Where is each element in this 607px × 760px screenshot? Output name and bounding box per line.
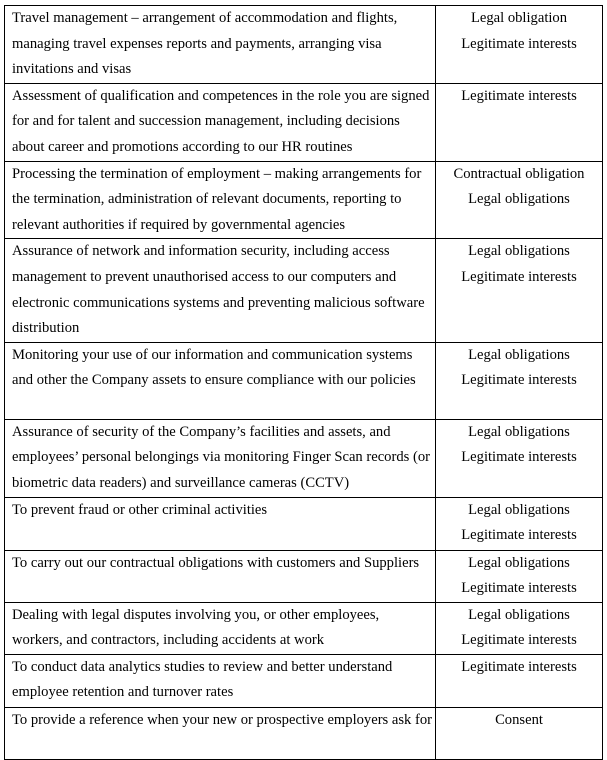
- legal-basis-item: Legal obligation: [470, 10, 568, 26]
- purpose-cell: Dealing with legal disputes involving you, or other employees, workers, and contractors, including accidents at work: [5, 602, 436, 654]
- legal-basis-item: Legal obligations: [468, 243, 570, 260]
- legal-basis-cell: [436, 161, 603, 239]
- table-row: [5, 707, 603, 759]
- purpose-cell: Processing the termination of employment – making arrangements for the termination, administration of relevant documents, reporting to relevant authorities if required by governmental agencies: [5, 161, 436, 239]
- table-row: [5, 342, 603, 419]
- purpose-cell: To provide a reference when your new or prospective employers ask for: [5, 707, 436, 759]
- legal-basis-cell: [436, 707, 603, 759]
- table-row: [5, 239, 603, 342]
- legal-basis-item: Legal obligations: [468, 606, 570, 623]
- legal-basis-item: Legal obligations: [468, 423, 570, 440]
- legal-basis-item: Consent: [495, 711, 543, 728]
- legal-basis-item: Legitimate interests: [461, 527, 577, 544]
- purpose-cell: To conduct data analytics studies to review and better understand employee retention and turnover rates: [5, 654, 436, 707]
- purpose-cell: To prevent fraud or other criminal activities: [5, 497, 436, 550]
- legal-basis-item: Legitimate interests: [461, 580, 577, 597]
- table-row: [5, 419, 603, 497]
- table-row: [5, 654, 603, 707]
- legal-basis-item: Legal obligations: [468, 191, 570, 208]
- legal-basis-item: Legitimate interests: [461, 87, 577, 104]
- legal-basis-cell: [436, 239, 603, 342]
- legal-basis-item: Legitimate interests: [461, 658, 577, 675]
- legal-basis-cell: [436, 6, 603, 84]
- processing-purposes-table: [4, 5, 603, 760]
- legal-basis-cell: [436, 602, 603, 654]
- legal-basis-item: Legal obligations: [468, 501, 570, 518]
- purpose-cell: Assessment of qualification and competences in the role you are signed for and for talent and succession management, including decisions about career and promotions according to our HR routines: [5, 83, 436, 161]
- table-row: [5, 602, 603, 654]
- table-row: [5, 6, 603, 84]
- legal-basis-item: Legitimate interests: [461, 632, 577, 649]
- purpose-cell: Monitoring your use of our information and communication systems and other the Company assets to ensure compliance with our policies: [5, 342, 436, 419]
- table-row: [5, 497, 603, 550]
- purpose-cell: Assurance of security of the Company’s facilities and assets, and employees’ personal belongings via monitoring Finger Scan records (or biometric data readers) and surveillance cameras (CCTV): [5, 419, 436, 497]
- legal-basis-item: Legitimate interests: [461, 372, 577, 389]
- legal-basis-item: Legitimate interests: [461, 35, 577, 52]
- purpose-cell: To carry out our contractual obligations with customers and Suppliers: [5, 550, 436, 602]
- table-row: [5, 83, 603, 161]
- legal-basis-cell: [436, 497, 603, 550]
- purpose-cell: Travel management – arrangement of accommodation and flights, managing travel expenses reports and payments, arranging visa invitations and visas: [5, 6, 436, 84]
- legal-basis-cell: [436, 342, 603, 419]
- legal-basis-item: Legal obligations: [468, 554, 570, 571]
- legal-basis-cell: [436, 654, 603, 707]
- legal-basis-item: Legitimate interests: [461, 449, 577, 466]
- legal-basis-item: Contractual obligation: [453, 165, 585, 182]
- purpose-cell: Assurance of network and information security, including access management to prevent unauthorised access to our computers and electronic communications systems and preventing malicious software distribution: [5, 239, 436, 342]
- legal-basis-item: Legal obligations: [468, 346, 570, 363]
- table-row: [5, 550, 603, 602]
- legal-basis-cell: [436, 83, 603, 161]
- legal-basis-cell: [436, 550, 603, 602]
- legal-basis-cell: [436, 419, 603, 497]
- legal-basis-item: Legitimate interests: [461, 268, 577, 285]
- table-row: [5, 161, 603, 239]
